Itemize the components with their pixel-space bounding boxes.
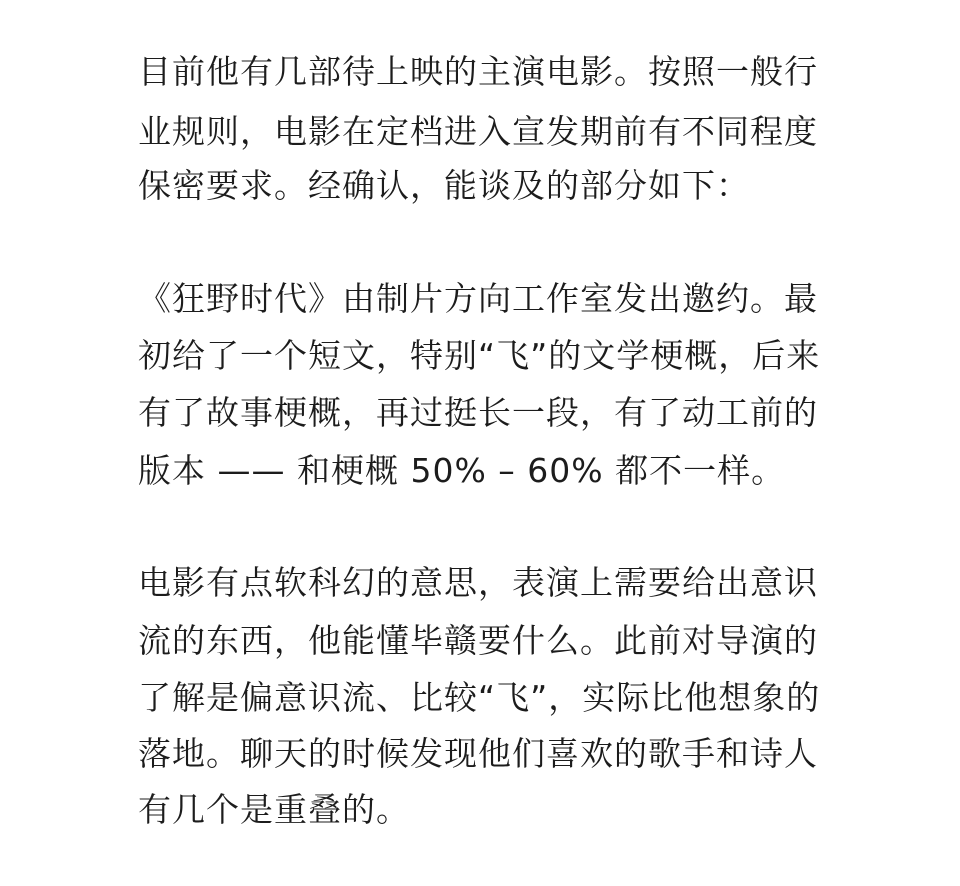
paragraph-2-line-4: 版本 —— 和梗概 50% – 60% 都不一样。 bbox=[138, 451, 786, 490]
paragraph-3-line-5: 有几个是重叠的。 bbox=[138, 790, 410, 829]
paragraph-3-line-4: 落地。聊天的时候发现他们喜欢的歌手和诗人 bbox=[138, 734, 818, 773]
paragraph-2-line-3: 有了故事梗概，再过挺长一段，有了动工前的 bbox=[138, 393, 818, 432]
paragraph-1-line-3: 保密要求。经确认，能谈及的部分如下： bbox=[138, 166, 750, 205]
paragraph-2-line-2: 初给了一个短文，特别“飞”的文学梗概，后来 bbox=[138, 336, 821, 375]
paragraph-1-line-2: 业规则，电影在定档进入宣发期前有不同程度 bbox=[138, 112, 818, 151]
paragraph-1-line-1: 目前他有几部待上映的主演电影。按照一般行 bbox=[138, 52, 818, 91]
paragraph-3-line-3: 了解是偏意识流、比较“飞”，实际比他想象的 bbox=[138, 678, 821, 717]
paragraph-3-line-2: 流的东西，他能懂毕赣要什么。此前对导演的 bbox=[138, 621, 818, 660]
paragraph-2-line-1: 《狂野时代》由制片方向工作室发出邀约。最 bbox=[138, 279, 818, 318]
paragraph-3-line-1: 电影有点软科幻的意思，表演上需要给出意识 bbox=[138, 563, 818, 602]
